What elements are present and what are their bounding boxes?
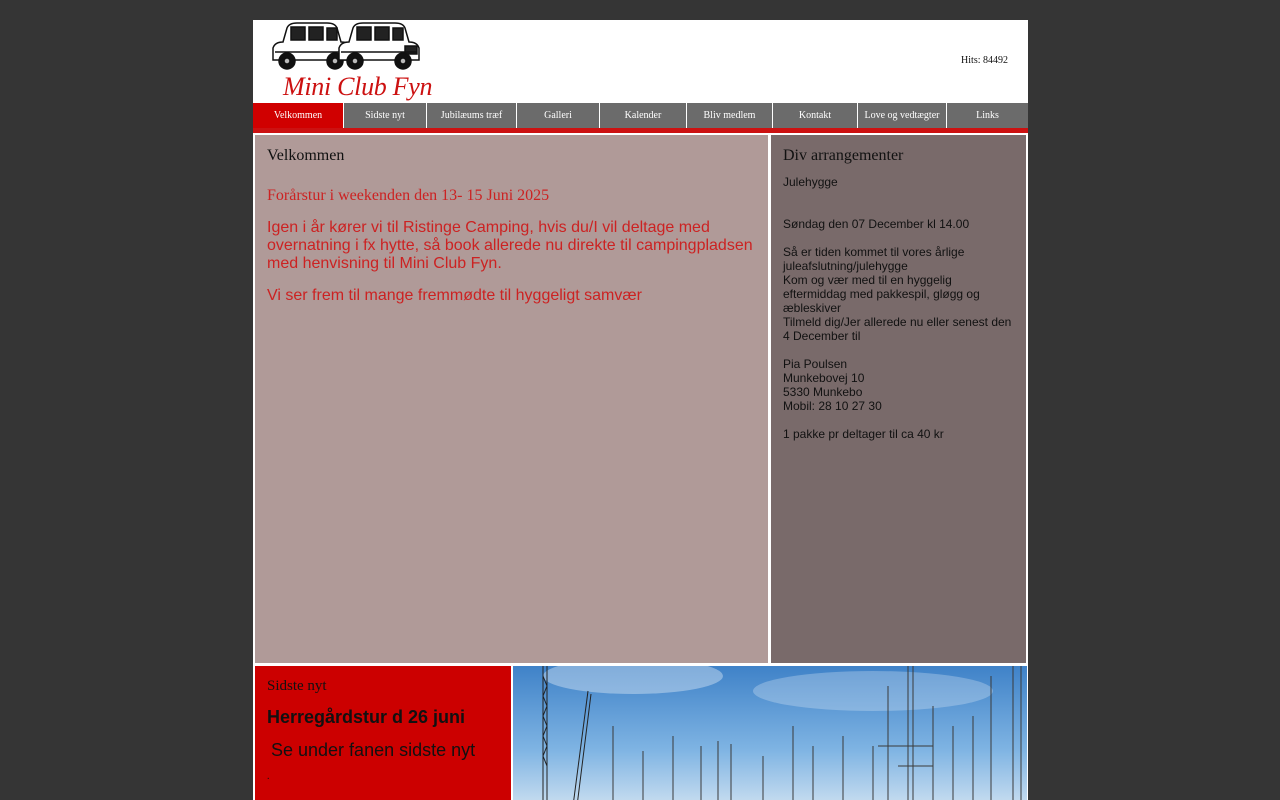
nav-item-kalender[interactable]: Kalender bbox=[600, 103, 687, 128]
harbor-photo bbox=[513, 666, 1027, 800]
event-line bbox=[783, 413, 1014, 427]
event-line: Kom og vær med til en hyggelig eftermiddag med pakkespil, gløgg og æbleskiver bbox=[783, 273, 980, 315]
news-title: Sidste nyt bbox=[267, 678, 327, 694]
nav-item-velkommen[interactable]: Velkommen bbox=[253, 103, 344, 128]
events-title: Div arrangementer bbox=[783, 147, 904, 164]
logo-text: Mini Club Fyn bbox=[283, 72, 433, 101]
mini-cars-icon bbox=[267, 20, 423, 76]
welcome-paragraph: Vi ser frem til mange fremmødte til hyggeligt samvær bbox=[267, 287, 642, 304]
event-line bbox=[783, 203, 1014, 217]
hit-counter: Hits: 84492 bbox=[961, 55, 1008, 66]
news-dot: . bbox=[267, 771, 270, 782]
nav-item-bliv-medlem[interactable]: Bliv medlem bbox=[687, 103, 773, 128]
event-line: Pia Poulsen bbox=[783, 357, 848, 371]
event-line: Søndag den 07 December kl 14.00 bbox=[783, 217, 970, 231]
nav-item-kontakt[interactable]: Kontakt bbox=[773, 103, 858, 128]
welcome-headline: Forårstur i weekenden den 13- 15 Juni 2025 bbox=[267, 187, 550, 204]
club-logo[interactable] bbox=[267, 20, 433, 102]
event-line: 5330 Munkebo bbox=[783, 385, 863, 399]
event-line bbox=[783, 189, 1014, 203]
event-line: Tilmeld dig/Jer allerede nu eller senest den 4 December til bbox=[783, 315, 1012, 343]
event-line: Julehygge bbox=[783, 175, 838, 189]
main-nav bbox=[253, 103, 1028, 128]
news-subtext: Se under fanen sidste nyt bbox=[271, 740, 476, 760]
event-line: Mobil: 28 10 27 30 bbox=[783, 399, 882, 413]
events-panel bbox=[771, 135, 1026, 663]
event-line: Munkebovej 10 bbox=[783, 371, 865, 385]
nav-item-links[interactable]: Links bbox=[947, 103, 1028, 128]
nav-item-love-og-vedtaegter[interactable]: Love og vedtægter bbox=[858, 103, 947, 128]
page bbox=[253, 20, 1028, 800]
nav-divider bbox=[253, 128, 1028, 133]
event-line bbox=[783, 343, 1014, 357]
welcome-paragraph: Igen i år kører vi til Ristinge Camping, hvis du/I vil deltage med overnatning i fx hytte, så book allerede nu direkte til campingpladsen med henvisning til Mini Club Fyn. bbox=[267, 219, 753, 272]
header bbox=[253, 20, 1028, 103]
event-line bbox=[783, 231, 1014, 245]
welcome-panel bbox=[255, 135, 768, 663]
news-headline: Herregårdstur d 26 juni bbox=[267, 707, 466, 727]
event-line: Så er tiden kommet til vores årlige juleafslutning/julehygge bbox=[783, 245, 965, 273]
latest-news-panel bbox=[255, 666, 511, 800]
welcome-title: Velkommen bbox=[267, 147, 345, 164]
event-line: 1 pakke pr deltager til ca 40 kr bbox=[783, 427, 944, 441]
nav-item-galleri[interactable]: Galleri bbox=[517, 103, 600, 128]
nav-item-jubilaeums-traef[interactable]: Jubilæums træf bbox=[427, 103, 517, 128]
nav-item-sidste-nyt[interactable]: Sidste nyt bbox=[344, 103, 427, 128]
